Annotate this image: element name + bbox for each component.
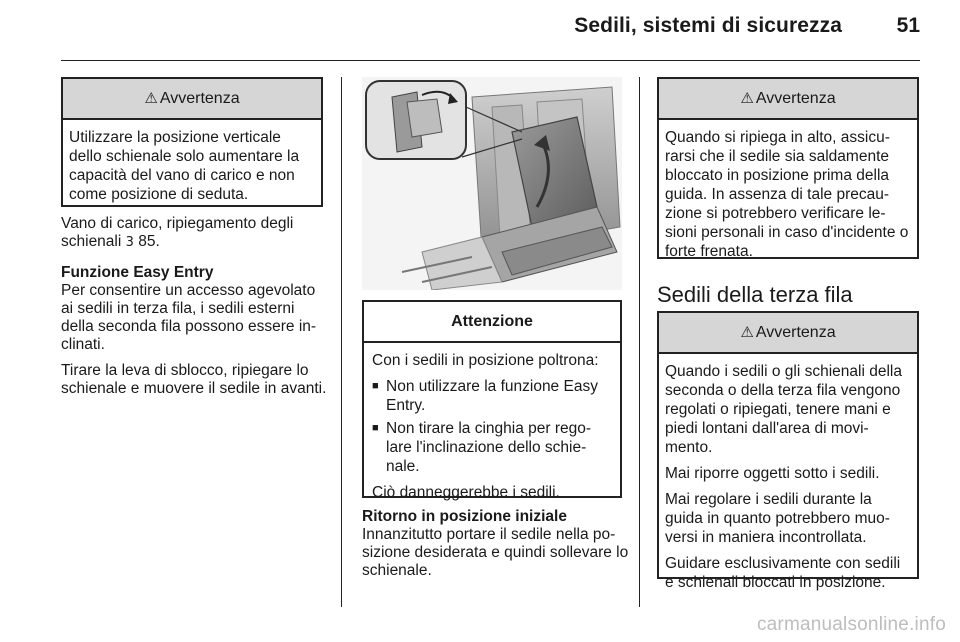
page-reference-number: 85. xyxy=(138,233,160,250)
easy-entry-text: Per consentire un accesso agevolato ai sedili in terza fila, i sedili esterni della seconda fila possono essere in-clinati. xyxy=(61,282,317,353)
warning-triangle-icon: ⚠ xyxy=(144,90,158,107)
attention-outro: Ciò danneggerebbe i sedili. xyxy=(372,484,560,501)
section-heading-third-row: Sedili della terza fila xyxy=(657,282,853,307)
easy-entry-instruction: Tirare la leva di sblocco, ripiegare lo schienale e muovere il sedile in avanti. xyxy=(61,362,327,397)
warning-title: Avvertenza xyxy=(755,324,836,341)
return-position-heading: Ritorno in posizione iniziale xyxy=(362,508,567,525)
attention-bullet: ■ Non utilizzare la funzione Easy Entry. xyxy=(372,377,612,415)
cargo-reference-text: Vano di carico, ripiegamento degli schienali xyxy=(61,215,294,250)
cargo-reference xyxy=(61,215,329,252)
col1-text xyxy=(61,215,329,406)
attention-box-body xyxy=(364,343,620,508)
warning-box-body xyxy=(659,120,917,267)
attention-intro: Con i sedili in posizione poltrona: xyxy=(372,352,599,369)
warning-title: Avvertenza xyxy=(159,90,240,107)
seat-folding-illustration-icon xyxy=(362,77,622,290)
warning-box-fold-up xyxy=(657,77,919,259)
warning-box-seat-position xyxy=(61,77,323,207)
warning-text: Utilizzare la posizione verticale dello schienale solo aumentare la capacità del vano di carico e non come posizione di seduta. xyxy=(69,129,300,203)
return-position-text: Innanzitutto portare il sedile nella po-sizione desiderata e quindi sollevare lo schienale. xyxy=(362,526,629,579)
easy-entry-paragraph xyxy=(61,264,329,354)
return-position-section xyxy=(362,508,632,580)
warning-triangle-icon: ⚠ xyxy=(740,90,754,107)
page-title: Sedili, sistemi di sicurezza xyxy=(574,14,842,37)
warning-text: Quando i sedili o gli schienali della seconda o della terza fila vengono regolati o ripiegati, tenere mani e piedi lontani dall'area di movi-mento. xyxy=(665,363,902,456)
page-reference-icon: 3 xyxy=(125,235,134,250)
header-rule xyxy=(61,60,920,61)
warning-box-header xyxy=(659,79,917,120)
warning-text: Guidare esclusivamente con sedili e schienali bloccati in posizione. xyxy=(665,555,901,591)
warning-box-header xyxy=(63,79,321,120)
warning-text: Mai riporre oggetti sotto i sedili. xyxy=(665,465,880,482)
column-divider-1 xyxy=(341,77,342,607)
warning-box-body xyxy=(659,354,917,598)
watermark: carmanualsonline.info xyxy=(756,614,946,635)
attention-bullet-list xyxy=(372,377,612,476)
warning-box-header xyxy=(659,313,917,354)
page-number: 51 xyxy=(896,14,920,37)
column-divider-2 xyxy=(639,77,640,607)
warning-box-third-row xyxy=(657,311,919,591)
warning-triangle-icon: ⚠ xyxy=(740,324,754,341)
attention-bullet: ■ Non tirare la cinghia per rego-lare l'inclinazione dello schie-nale. xyxy=(372,419,612,476)
warning-box-body xyxy=(63,120,321,210)
easy-entry-heading: Funzione Easy Entry xyxy=(61,264,214,281)
attention-box-header: Attenzione xyxy=(364,302,620,343)
warning-title: Avvertenza xyxy=(755,90,836,107)
attention-box xyxy=(362,300,622,501)
warning-text: Mai regolare i sedili durante la guida in quanto potrebbero muo-versi in maniera incontrollata. xyxy=(665,491,890,546)
warning-text: Quando si ripiega in alto, assicu-rarsi che il sedile sia saldamente bloccato in posizione prima della guida. In assenza di tale precau-zione si potrebbero verificare le-sioni personali in caso d'incidente o forte frenata. xyxy=(665,129,909,260)
